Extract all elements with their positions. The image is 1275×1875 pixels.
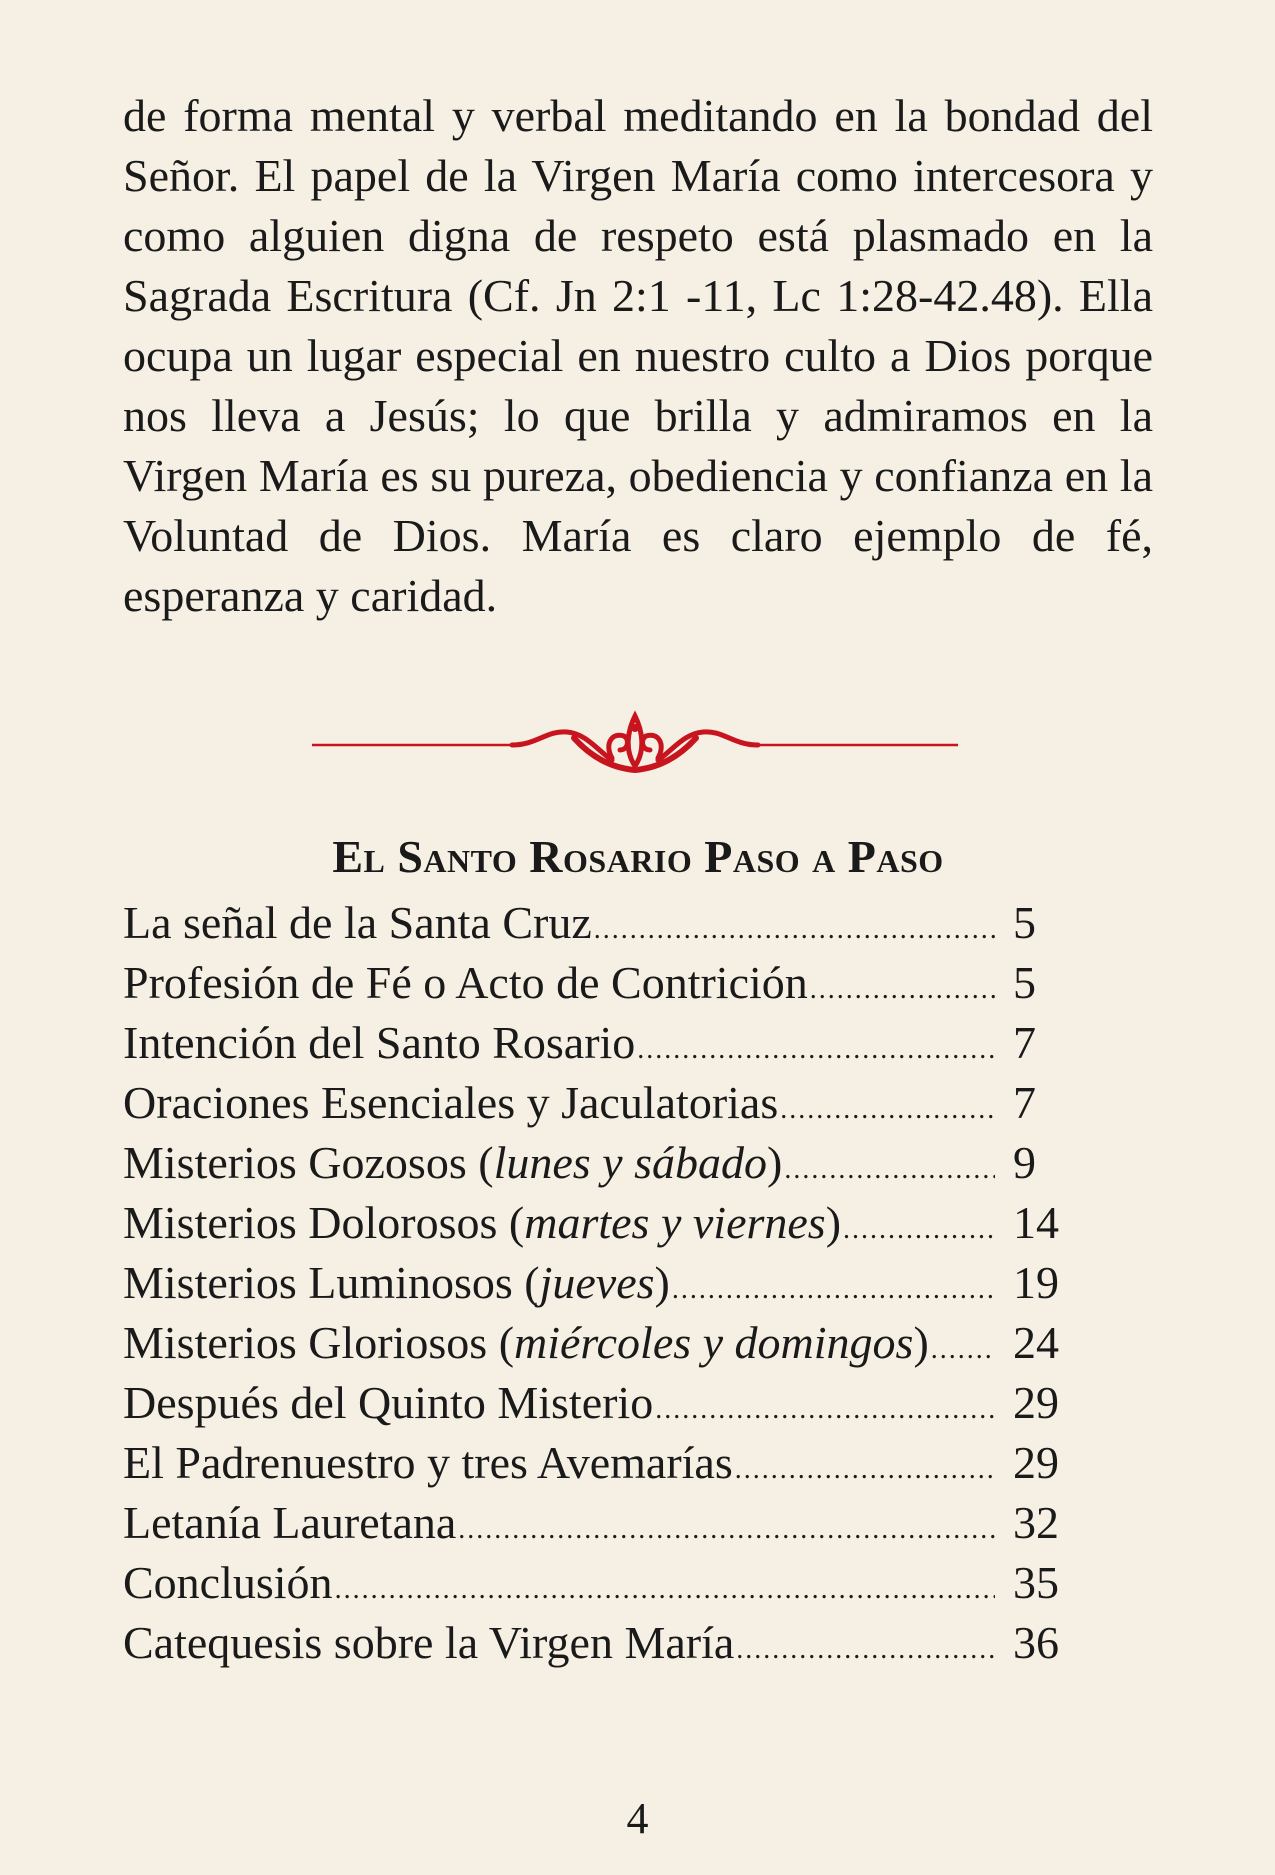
toc-item-page: 32 bbox=[1013, 1497, 1059, 1548]
toc-item-title: Intención del Santo Rosario bbox=[123, 1017, 636, 1068]
toc-item-page: 5 bbox=[1013, 957, 1036, 1008]
toc-item-label bbox=[123, 893, 592, 953]
toc-item-page: 14 bbox=[1013, 1197, 1059, 1248]
table-of-contents bbox=[123, 893, 1073, 1673]
toc-item bbox=[123, 1313, 1073, 1373]
toc-item bbox=[123, 1133, 1073, 1193]
toc-item-label: Misterios Luminosos (jueves) bbox=[123, 1257, 670, 1308]
toc-item-title: Misterios Luminosos bbox=[123, 1257, 513, 1308]
toc-item-label: Misterios Gloriosos (miércoles y domingos) bbox=[123, 1317, 929, 1368]
toc-item-page: 7 bbox=[1013, 1017, 1036, 1068]
toc-item-label bbox=[123, 1073, 778, 1133]
toc-item-label: Misterios Dolorosos (martes y viernes) bbox=[123, 1197, 842, 1248]
toc-item-title: Misterios Gloriosos bbox=[123, 1317, 488, 1368]
toc-item-title: Oraciones Esenciales y Jaculatorias bbox=[123, 1077, 779, 1128]
toc-item-days: miércoles y domingos bbox=[514, 1317, 914, 1368]
toc-item-title: Después del Quinto Misterio bbox=[123, 1377, 654, 1428]
toc-dot-leader bbox=[810, 960, 995, 1020]
toc-title: El Santo Rosario Paso a Paso bbox=[332, 831, 944, 882]
toc-dot-leader bbox=[335, 1560, 995, 1620]
toc-item-title: El Padrenuestro y tres Avemarías bbox=[123, 1437, 733, 1488]
toc-item-days: martes y viernes bbox=[524, 1197, 826, 1248]
toc-item bbox=[123, 1613, 1073, 1673]
toc-dot-leader bbox=[594, 900, 995, 960]
toc-dot-leader bbox=[735, 1440, 995, 1500]
toc-item-label: Misterios Gozosos (lunes y sábado) bbox=[123, 1137, 783, 1188]
toc-item-label bbox=[123, 953, 808, 1013]
toc-dot-leader bbox=[655, 1380, 995, 1440]
toc-item-days: lunes y sábado bbox=[493, 1137, 767, 1188]
toc-item-title: Letanía Lauretana bbox=[123, 1497, 457, 1548]
toc-item bbox=[123, 1433, 1073, 1493]
toc-item-page: 19 bbox=[1013, 1257, 1059, 1308]
toc-item-label bbox=[123, 1433, 733, 1493]
toc-item-label bbox=[123, 1553, 333, 1613]
toc-item-page: 9 bbox=[1013, 1137, 1036, 1188]
toc-item-label bbox=[123, 1493, 456, 1553]
toc-item-page: 29 bbox=[1013, 1437, 1059, 1488]
toc-item bbox=[123, 1373, 1073, 1433]
toc-dot-leader bbox=[672, 1260, 995, 1320]
toc-dot-leader bbox=[458, 1500, 995, 1560]
toc-item-page: 29 bbox=[1013, 1377, 1059, 1428]
toc-item bbox=[123, 1073, 1073, 1133]
toc-item-title: Profesión de Fé o Acto de Contrición bbox=[123, 957, 808, 1008]
toc-item-title: Conclusión bbox=[123, 1557, 333, 1608]
toc-item-title: Misterios Gozosos bbox=[123, 1137, 467, 1188]
toc-dot-leader bbox=[843, 1200, 995, 1260]
toc-dot-leader bbox=[780, 1080, 995, 1140]
page-number: 4 bbox=[626, 1794, 649, 1843]
toc-item-page: 24 bbox=[1013, 1317, 1059, 1368]
toc-item-page: 35 bbox=[1013, 1557, 1059, 1608]
toc-item-label bbox=[123, 1373, 653, 1433]
toc-item-page: 36 bbox=[1013, 1617, 1059, 1668]
body-paragraph: de forma mental y verbal meditando en la bondad del Señor. El papel de la Virgen María como intercesora y como alguien digna de respeto está plasmado en la Sagrada Escritura (Cf. Jn 2:1 -11, Lc 1:28-42.48). Ella ocupa un lugar especial en nuestro culto a Dios porque nos lleva a Jesús; lo que brilla y admiramos en la Virgen María es su pureza, obediencia y confianza en la Voluntad de Dios. María es claro ejemplo de fé, esperanza y caridad. bbox=[123, 90, 1153, 621]
toc-item-title: Misterios Dolorosos bbox=[123, 1197, 498, 1248]
toc-item bbox=[123, 953, 1073, 1013]
toc-dot-leader bbox=[784, 1140, 995, 1200]
toc-item-title: La señal de la Santa Cruz bbox=[123, 897, 592, 948]
toc-item-days: jueves bbox=[539, 1257, 655, 1308]
toc-item-label bbox=[123, 1613, 734, 1673]
toc-item-page: 7 bbox=[1013, 1077, 1036, 1128]
toc-item bbox=[123, 1013, 1073, 1073]
toc-item bbox=[123, 893, 1073, 953]
toc-dot-leader bbox=[637, 1020, 995, 1080]
toc-item bbox=[123, 1253, 1073, 1313]
toc-item bbox=[123, 1553, 1073, 1613]
toc-item-title: Catequesis sobre la Virgen María bbox=[123, 1617, 735, 1668]
toc-item bbox=[123, 1193, 1073, 1253]
toc-item bbox=[123, 1493, 1073, 1553]
toc-dot-leader bbox=[931, 1320, 995, 1380]
toc-item-label bbox=[123, 1013, 635, 1073]
toc-item-page: 5 bbox=[1013, 897, 1036, 948]
decorative-divider-icon bbox=[312, 710, 958, 780]
toc-dot-leader bbox=[736, 1620, 995, 1680]
